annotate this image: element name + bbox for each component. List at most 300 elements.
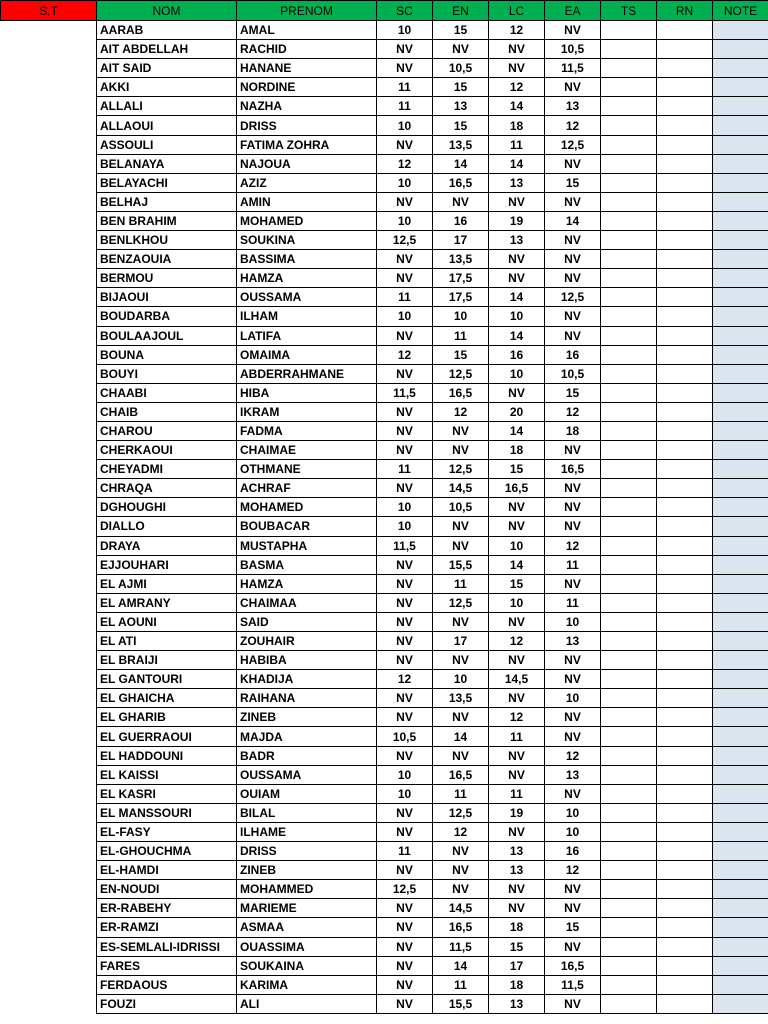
cell-note[interactable] (713, 231, 768, 250)
cell-rn[interactable] (657, 479, 713, 498)
cell-ts[interactable] (601, 880, 657, 899)
cell-en[interactable]: NV (433, 192, 489, 211)
cell-rn[interactable] (657, 383, 713, 402)
cell-prenom[interactable]: MOHAMED (237, 211, 377, 230)
cell-ea[interactable]: NV (545, 670, 601, 689)
cell-st[interactable] (1, 574, 97, 593)
cell-sc[interactable]: NV (377, 135, 433, 154)
cell-note[interactable] (713, 689, 768, 708)
cell-en[interactable]: 10 (433, 307, 489, 326)
cell-lc[interactable]: NV (489, 689, 545, 708)
cell-ts[interactable] (601, 517, 657, 536)
cell-ea[interactable]: NV (545, 651, 601, 670)
cell-rn[interactable] (657, 689, 713, 708)
cell-note[interactable] (713, 345, 768, 364)
cell-note[interactable] (713, 269, 768, 288)
cell-prenom[interactable]: RACHID (237, 40, 377, 59)
cell-lc[interactable]: 18 (489, 116, 545, 135)
cell-sc[interactable]: NV (377, 632, 433, 651)
cell-lc[interactable]: 14 (489, 421, 545, 440)
cell-note[interactable] (713, 326, 768, 345)
cell-nom[interactable]: EJJOUHARI (97, 555, 237, 574)
cell-ts[interactable] (601, 498, 657, 517)
cell-prenom[interactable]: MUSTAPHA (237, 536, 377, 555)
cell-lc[interactable]: 19 (489, 803, 545, 822)
cell-prenom[interactable]: OUSSAMA (237, 765, 377, 784)
cell-ts[interactable] (601, 192, 657, 211)
cell-ea[interactable]: NV (545, 994, 601, 1013)
cell-rn[interactable] (657, 784, 713, 803)
cell-sc[interactable]: NV (377, 708, 433, 727)
cell-note[interactable] (713, 536, 768, 555)
cell-note[interactable] (713, 460, 768, 479)
cell-sc[interactable]: 11 (377, 97, 433, 116)
cell-st[interactable] (1, 441, 97, 460)
cell-en[interactable]: NV (433, 441, 489, 460)
cell-lc[interactable]: NV (489, 651, 545, 670)
cell-ea[interactable]: 10 (545, 803, 601, 822)
header-nom[interactable]: NOM (97, 1, 237, 21)
cell-note[interactable] (713, 937, 768, 956)
cell-sc[interactable]: NV (377, 402, 433, 421)
cell-rn[interactable] (657, 746, 713, 765)
cell-lc[interactable]: NV (489, 192, 545, 211)
cell-note[interactable] (713, 78, 768, 97)
cell-st[interactable] (1, 822, 97, 841)
cell-note[interactable] (713, 479, 768, 498)
cell-nom[interactable]: EL-GHOUCHMA (97, 842, 237, 861)
cell-prenom[interactable]: ZINEB (237, 861, 377, 880)
cell-en[interactable]: NV (433, 517, 489, 536)
cell-nom[interactable]: AIT SAID (97, 59, 237, 78)
cell-rn[interactable] (657, 231, 713, 250)
cell-rn[interactable] (657, 994, 713, 1013)
cell-st[interactable] (1, 899, 97, 918)
cell-ts[interactable] (601, 307, 657, 326)
cell-rn[interactable] (657, 899, 713, 918)
cell-st[interactable] (1, 517, 97, 536)
cell-lc[interactable]: 16 (489, 345, 545, 364)
cell-ea[interactable]: 16,5 (545, 956, 601, 975)
cell-prenom[interactable]: ILHAM (237, 307, 377, 326)
cell-sc[interactable]: NV (377, 899, 433, 918)
cell-lc[interactable]: NV (489, 746, 545, 765)
cell-note[interactable] (713, 593, 768, 612)
cell-st[interactable] (1, 307, 97, 326)
cell-nom[interactable]: CHAROU (97, 421, 237, 440)
cell-ea[interactable]: NV (545, 498, 601, 517)
cell-note[interactable] (713, 822, 768, 841)
cell-en[interactable]: 15 (433, 78, 489, 97)
cell-lc[interactable]: 11 (489, 135, 545, 154)
cell-ea[interactable]: NV (545, 78, 601, 97)
cell-lc[interactable]: 12 (489, 21, 545, 40)
cell-sc[interactable]: NV (377, 421, 433, 440)
cell-st[interactable] (1, 460, 97, 479)
cell-ea[interactable]: 12 (545, 116, 601, 135)
cell-note[interactable] (713, 402, 768, 421)
cell-lc[interactable]: 18 (489, 918, 545, 937)
cell-ts[interactable] (601, 116, 657, 135)
cell-ts[interactable] (601, 59, 657, 78)
cell-st[interactable] (1, 708, 97, 727)
cell-rn[interactable] (657, 937, 713, 956)
cell-note[interactable] (713, 288, 768, 307)
cell-nom[interactable]: BIJAOUI (97, 288, 237, 307)
cell-note[interactable] (713, 899, 768, 918)
cell-nom[interactable]: CHRAQA (97, 479, 237, 498)
cell-nom[interactable]: BOULAAJOUL (97, 326, 237, 345)
cell-rn[interactable] (657, 135, 713, 154)
cell-lc[interactable]: NV (489, 59, 545, 78)
cell-lc[interactable]: NV (489, 498, 545, 517)
cell-lc[interactable]: 13 (489, 173, 545, 192)
cell-nom[interactable]: ALLALI (97, 97, 237, 116)
cell-ea[interactable]: NV (545, 574, 601, 593)
cell-sc[interactable]: NV (377, 746, 433, 765)
cell-ts[interactable] (601, 173, 657, 192)
cell-en[interactable]: 11,5 (433, 937, 489, 956)
cell-rn[interactable] (657, 861, 713, 880)
cell-sc[interactable]: 10 (377, 116, 433, 135)
cell-st[interactable] (1, 670, 97, 689)
cell-ts[interactable] (601, 842, 657, 861)
cell-st[interactable] (1, 651, 97, 670)
cell-ea[interactable]: 14 (545, 211, 601, 230)
cell-st[interactable] (1, 632, 97, 651)
cell-prenom[interactable]: SAID (237, 612, 377, 631)
cell-ea[interactable]: 11,5 (545, 59, 601, 78)
cell-rn[interactable] (657, 593, 713, 612)
cell-rn[interactable] (657, 498, 713, 517)
cell-ea[interactable]: 16 (545, 842, 601, 861)
cell-ea[interactable]: 11 (545, 555, 601, 574)
cell-ts[interactable] (601, 632, 657, 651)
cell-lc[interactable]: 20 (489, 402, 545, 421)
cell-nom[interactable]: DRAYA (97, 536, 237, 555)
cell-en[interactable]: 15,5 (433, 994, 489, 1013)
cell-note[interactable] (713, 994, 768, 1013)
cell-note[interactable] (713, 956, 768, 975)
cell-note[interactable] (713, 555, 768, 574)
cell-ts[interactable] (601, 593, 657, 612)
cell-rn[interactable] (657, 956, 713, 975)
cell-nom[interactable]: BELANAYA (97, 154, 237, 173)
cell-nom[interactable]: ASSOULI (97, 135, 237, 154)
cell-sc[interactable]: 10 (377, 173, 433, 192)
cell-nom[interactable]: EL BRAIJI (97, 651, 237, 670)
cell-lc[interactable]: 15 (489, 460, 545, 479)
cell-note[interactable] (713, 670, 768, 689)
cell-ts[interactable] (601, 441, 657, 460)
cell-note[interactable] (713, 192, 768, 211)
cell-sc[interactable]: 10 (377, 517, 433, 536)
cell-note[interactable] (713, 842, 768, 861)
cell-sc[interactable]: NV (377, 822, 433, 841)
cell-rn[interactable] (657, 97, 713, 116)
cell-ts[interactable] (601, 670, 657, 689)
header-sc[interactable]: SC (377, 1, 433, 21)
cell-lc[interactable]: NV (489, 612, 545, 631)
cell-note[interactable] (713, 746, 768, 765)
cell-en[interactable]: 11 (433, 574, 489, 593)
cell-lc[interactable]: 14 (489, 288, 545, 307)
cell-sc[interactable]: NV (377, 441, 433, 460)
cell-st[interactable] (1, 536, 97, 555)
cell-ea[interactable]: NV (545, 192, 601, 211)
cell-prenom[interactable]: ABDERRAHMANE (237, 364, 377, 383)
cell-st[interactable] (1, 211, 97, 230)
cell-ea[interactable]: 10,5 (545, 364, 601, 383)
cell-st[interactable] (1, 746, 97, 765)
header-rn[interactable]: RN (657, 1, 713, 21)
cell-prenom[interactable]: HIBA (237, 383, 377, 402)
cell-nom[interactable]: CHAIB (97, 402, 237, 421)
cell-nom[interactable]: EL KAISSI (97, 765, 237, 784)
cell-nom[interactable]: ER-RABEHY (97, 899, 237, 918)
cell-ts[interactable] (601, 708, 657, 727)
cell-nom[interactable]: ER-RAMZI (97, 918, 237, 937)
cell-note[interactable] (713, 574, 768, 593)
cell-nom[interactable]: BOUYI (97, 364, 237, 383)
cell-rn[interactable] (657, 632, 713, 651)
cell-ea[interactable]: NV (545, 937, 601, 956)
cell-en[interactable]: 10 (433, 670, 489, 689)
cell-prenom[interactable]: OMAIMA (237, 345, 377, 364)
cell-ea[interactable]: NV (545, 479, 601, 498)
cell-prenom[interactable]: BASSIMA (237, 250, 377, 269)
cell-nom[interactable]: BENZAOUIA (97, 250, 237, 269)
cell-prenom[interactable]: OUIAM (237, 784, 377, 803)
cell-st[interactable] (1, 116, 97, 135)
cell-st[interactable] (1, 803, 97, 822)
cell-rn[interactable] (657, 727, 713, 746)
cell-note[interactable] (713, 211, 768, 230)
cell-ea[interactable]: NV (545, 441, 601, 460)
cell-ts[interactable] (601, 479, 657, 498)
cell-sc[interactable]: NV (377, 192, 433, 211)
cell-rn[interactable] (657, 975, 713, 994)
cell-nom[interactable]: EL GANTOURI (97, 670, 237, 689)
cell-prenom[interactable]: KARIMA (237, 975, 377, 994)
cell-en[interactable]: 10,5 (433, 498, 489, 517)
cell-note[interactable] (713, 135, 768, 154)
cell-rn[interactable] (657, 269, 713, 288)
cell-ts[interactable] (601, 21, 657, 40)
cell-nom[interactable]: BENLKHOU (97, 231, 237, 250)
cell-prenom[interactable]: NORDINE (237, 78, 377, 97)
cell-ea[interactable]: 16,5 (545, 460, 601, 479)
cell-nom[interactable]: EL HADDOUNI (97, 746, 237, 765)
cell-lc[interactable]: 14 (489, 555, 545, 574)
cell-en[interactable]: 12 (433, 822, 489, 841)
cell-lc[interactable]: 10 (489, 307, 545, 326)
cell-prenom[interactable]: FATIMA ZOHRA (237, 135, 377, 154)
cell-sc[interactable]: 10 (377, 498, 433, 517)
header-st[interactable]: S.T (1, 1, 97, 21)
cell-nom[interactable]: FARES (97, 956, 237, 975)
cell-note[interactable] (713, 421, 768, 440)
cell-prenom[interactable]: OTHMANE (237, 460, 377, 479)
cell-lc[interactable]: 11 (489, 727, 545, 746)
cell-ea[interactable]: NV (545, 154, 601, 173)
cell-prenom[interactable]: ZINEB (237, 708, 377, 727)
cell-lc[interactable]: 14 (489, 326, 545, 345)
cell-en[interactable]: 12 (433, 402, 489, 421)
cell-note[interactable] (713, 441, 768, 460)
cell-lc[interactable]: 10 (489, 536, 545, 555)
cell-en[interactable]: NV (433, 651, 489, 670)
cell-ea[interactable]: 12 (545, 861, 601, 880)
cell-en[interactable]: NV (433, 612, 489, 631)
cell-rn[interactable] (657, 574, 713, 593)
cell-ea[interactable]: 15 (545, 918, 601, 937)
cell-prenom[interactable]: ALI (237, 994, 377, 1013)
cell-st[interactable] (1, 40, 97, 59)
cell-rn[interactable] (657, 402, 713, 421)
cell-sc[interactable]: NV (377, 861, 433, 880)
cell-sc[interactable]: NV (377, 479, 433, 498)
cell-ea[interactable]: NV (545, 880, 601, 899)
cell-nom[interactable]: EL AMRANY (97, 593, 237, 612)
cell-note[interactable] (713, 861, 768, 880)
cell-rn[interactable] (657, 822, 713, 841)
cell-ts[interactable] (601, 345, 657, 364)
cell-prenom[interactable]: AZIZ (237, 173, 377, 192)
cell-rn[interactable] (657, 345, 713, 364)
cell-st[interactable] (1, 937, 97, 956)
cell-lc[interactable]: NV (489, 899, 545, 918)
cell-ea[interactable]: 12,5 (545, 135, 601, 154)
cell-rn[interactable] (657, 536, 713, 555)
cell-sc[interactable]: NV (377, 994, 433, 1013)
cell-st[interactable] (1, 861, 97, 880)
cell-sc[interactable]: NV (377, 612, 433, 631)
cell-note[interactable] (713, 517, 768, 536)
cell-note[interactable] (713, 612, 768, 631)
cell-ts[interactable] (601, 861, 657, 880)
cell-lc[interactable]: 14 (489, 97, 545, 116)
cell-en[interactable]: 14,5 (433, 479, 489, 498)
cell-ea[interactable]: 13 (545, 97, 601, 116)
cell-rn[interactable] (657, 78, 713, 97)
cell-ea[interactable]: NV (545, 250, 601, 269)
cell-st[interactable] (1, 192, 97, 211)
cell-ts[interactable] (601, 536, 657, 555)
cell-ea[interactable]: 11 (545, 593, 601, 612)
cell-st[interactable] (1, 326, 97, 345)
cell-nom[interactable]: AARAB (97, 21, 237, 40)
cell-en[interactable]: 12,5 (433, 364, 489, 383)
cell-ea[interactable]: 12 (545, 536, 601, 555)
cell-note[interactable] (713, 97, 768, 116)
cell-en[interactable]: 15 (433, 345, 489, 364)
cell-lc[interactable]: 13 (489, 231, 545, 250)
cell-st[interactable] (1, 250, 97, 269)
cell-nom[interactable]: EL GUERRAOUI (97, 727, 237, 746)
cell-ts[interactable] (601, 918, 657, 937)
cell-ts[interactable] (601, 269, 657, 288)
cell-note[interactable] (713, 632, 768, 651)
cell-ea[interactable]: 10 (545, 612, 601, 631)
cell-rn[interactable] (657, 364, 713, 383)
cell-st[interactable] (1, 880, 97, 899)
cell-ea[interactable]: NV (545, 708, 601, 727)
cell-prenom[interactable]: CHAIMAE (237, 441, 377, 460)
cell-sc[interactable]: NV (377, 956, 433, 975)
cell-lc[interactable]: NV (489, 765, 545, 784)
cell-sc[interactable]: 12 (377, 670, 433, 689)
cell-ts[interactable] (601, 78, 657, 97)
cell-sc[interactable]: 11,5 (377, 536, 433, 555)
cell-ts[interactable] (601, 421, 657, 440)
cell-ea[interactable]: 12 (545, 402, 601, 421)
cell-nom[interactable]: AIT ABDELLAH (97, 40, 237, 59)
cell-lc[interactable]: 12 (489, 708, 545, 727)
cell-ts[interactable] (601, 97, 657, 116)
cell-note[interactable] (713, 250, 768, 269)
cell-sc[interactable]: NV (377, 250, 433, 269)
cell-rn[interactable] (657, 460, 713, 479)
cell-lc[interactable]: 17 (489, 956, 545, 975)
cell-rn[interactable] (657, 517, 713, 536)
cell-sc[interactable]: 10 (377, 307, 433, 326)
cell-rn[interactable] (657, 307, 713, 326)
cell-sc[interactable]: NV (377, 364, 433, 383)
cell-note[interactable] (713, 784, 768, 803)
cell-nom[interactable]: ES-SEMLALI-IDRISSI (97, 937, 237, 956)
cell-ea[interactable]: 11,5 (545, 975, 601, 994)
cell-st[interactable] (1, 364, 97, 383)
cell-st[interactable] (1, 975, 97, 994)
cell-st[interactable] (1, 135, 97, 154)
cell-en[interactable]: NV (433, 708, 489, 727)
cell-en[interactable]: 14 (433, 154, 489, 173)
cell-ts[interactable] (601, 746, 657, 765)
cell-ea[interactable]: NV (545, 326, 601, 345)
cell-note[interactable] (713, 727, 768, 746)
cell-lc[interactable]: 18 (489, 441, 545, 460)
cell-ts[interactable] (601, 803, 657, 822)
cell-prenom[interactable]: AMAL (237, 21, 377, 40)
cell-ts[interactable] (601, 956, 657, 975)
cell-ts[interactable] (601, 612, 657, 631)
cell-st[interactable] (1, 612, 97, 631)
header-prenom[interactable]: PRENOM (237, 1, 377, 21)
cell-sc[interactable]: NV (377, 40, 433, 59)
cell-en[interactable]: 16,5 (433, 918, 489, 937)
cell-ts[interactable] (601, 250, 657, 269)
cell-ts[interactable] (601, 211, 657, 230)
cell-prenom[interactable]: ASMAA (237, 918, 377, 937)
cell-rn[interactable] (657, 441, 713, 460)
cell-ts[interactable] (601, 994, 657, 1013)
cell-rn[interactable] (657, 250, 713, 269)
cell-ea[interactable]: NV (545, 899, 601, 918)
header-en[interactable]: EN (433, 1, 489, 21)
cell-ts[interactable] (601, 899, 657, 918)
cell-nom[interactable]: BEN BRAHIM (97, 211, 237, 230)
cell-lc[interactable]: NV (489, 517, 545, 536)
cell-sc[interactable]: 12,5 (377, 880, 433, 899)
cell-en[interactable]: 17,5 (433, 269, 489, 288)
cell-note[interactable] (713, 708, 768, 727)
cell-ea[interactable]: 12 (545, 746, 601, 765)
cell-en[interactable]: 13,5 (433, 135, 489, 154)
cell-ts[interactable] (601, 326, 657, 345)
cell-en[interactable]: 12,5 (433, 593, 489, 612)
cell-lc[interactable]: 19 (489, 211, 545, 230)
